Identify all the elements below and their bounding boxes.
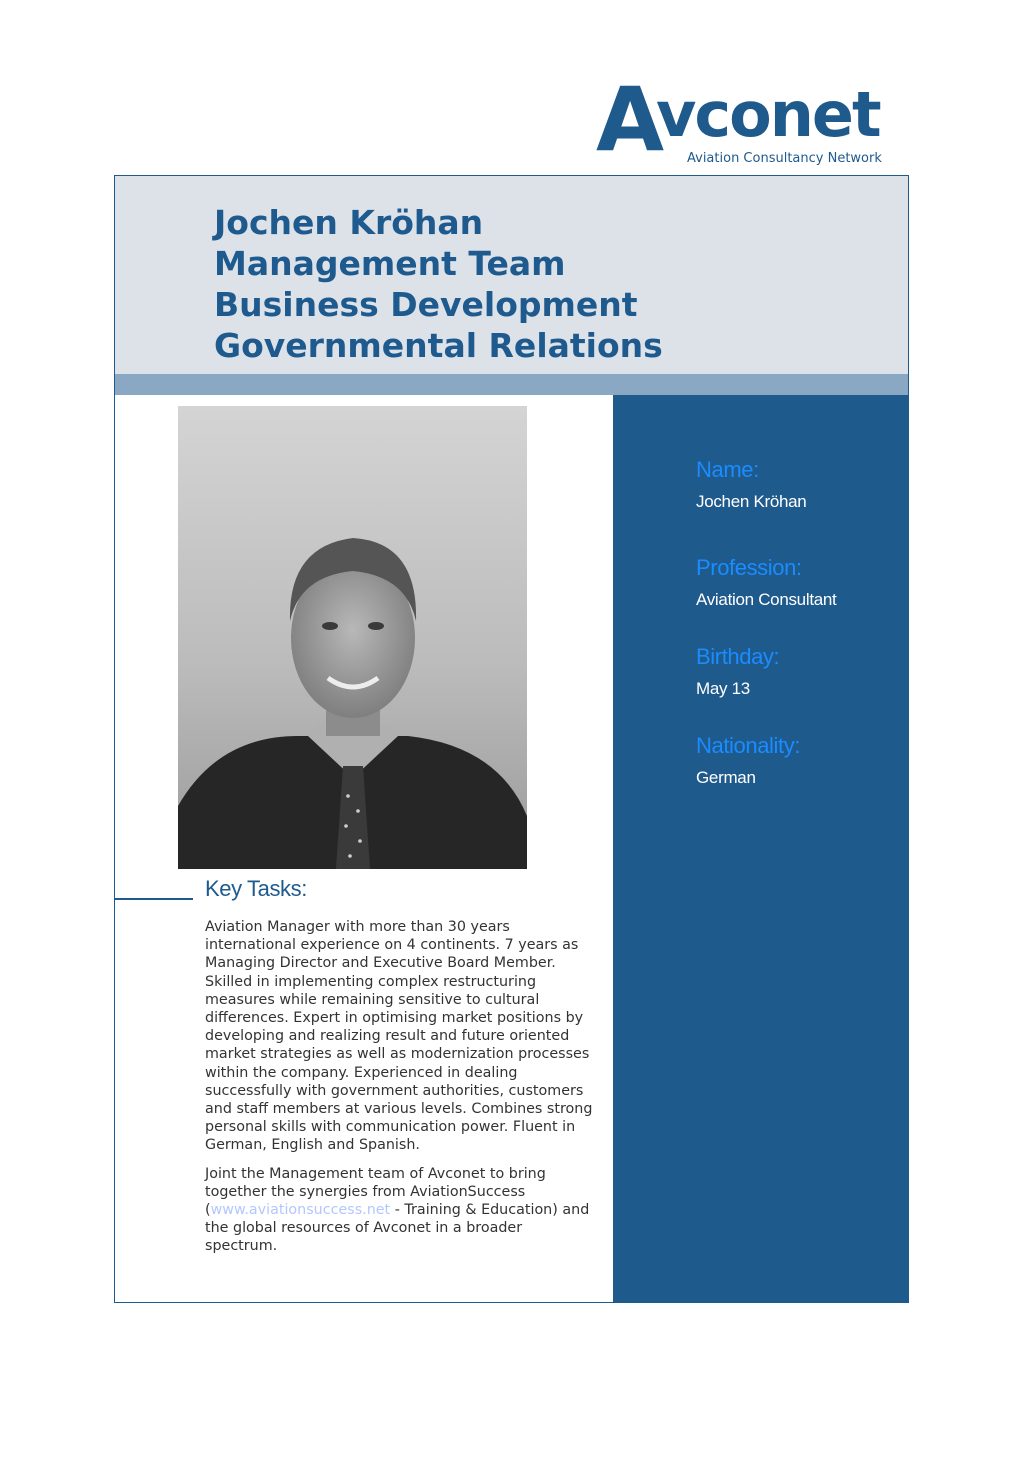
portrait-illustration [178,406,527,869]
key-tasks-heading: Key Tasks: [205,876,307,901]
profile-side-panel [613,395,909,1303]
nationality-field [696,733,800,789]
portrait-photo [178,406,527,869]
header-titles [214,202,663,366]
birthday-value: May 13 [696,679,750,698]
name-value: Jochen Kröhan [696,492,807,511]
avconet-logo [596,78,912,166]
aviationsuccess-link[interactable]: www.aviationsuccess.net [210,1202,391,1219]
header-title-name: Jochen Kröhan [214,203,484,242]
birthday-field [696,644,779,700]
profession-field [696,555,836,611]
logo-wordmark-initial: A [596,78,665,166]
header-title-role: Business Development [214,285,638,324]
nationality-label: Nationality: [696,733,801,758]
key-tasks-body [205,918,597,1266]
profession-label: Profession: [696,555,802,580]
header-title-relations: Governmental Relations [214,326,663,365]
logo-wordmark-rest: vconet [656,78,880,151]
header-title-team: Management Team [214,244,566,283]
logo-tagline: Aviation Consultancy Network [687,151,882,166]
profession-value: Aviation Consultant [696,590,837,609]
birthday-label: Birthday: [696,644,780,669]
name-label: Name: [696,457,759,482]
profile-card [114,175,909,1303]
key-tasks-rule [115,898,193,900]
paragraph-2-intro: Joint the Management team of Avconet to bring together the synergies from AviationSuccess ( [205,1165,546,1219]
nationality-value: German [696,768,756,787]
paragraph-2-outro: - Training & Education) and the global resources of Avconet in a broader spectrum. [205,1202,590,1255]
key-tasks-paragraph-1: Aviation Manager with more than 30 years international experience on 4 continents. 7 years as Managing Director and Executive Board Member. Skilled in implementing complex restructuring measures while remaining sensitive to cultural differences. Expert in optimising market positions by developing and realizing result and future oriented market strategies as well as modernization processes within the company. Experienced in dealing successfully with government authorities, customers and staff members at various levels. Combines strong personal skills with communication power. Fluent in German, English and Spanish. [205,919,593,1154]
accent-stripe [115,374,908,395]
header-band [115,176,908,374]
key-tasks-paragraph-2 [205,1165,597,1256]
name-field [696,457,806,513]
